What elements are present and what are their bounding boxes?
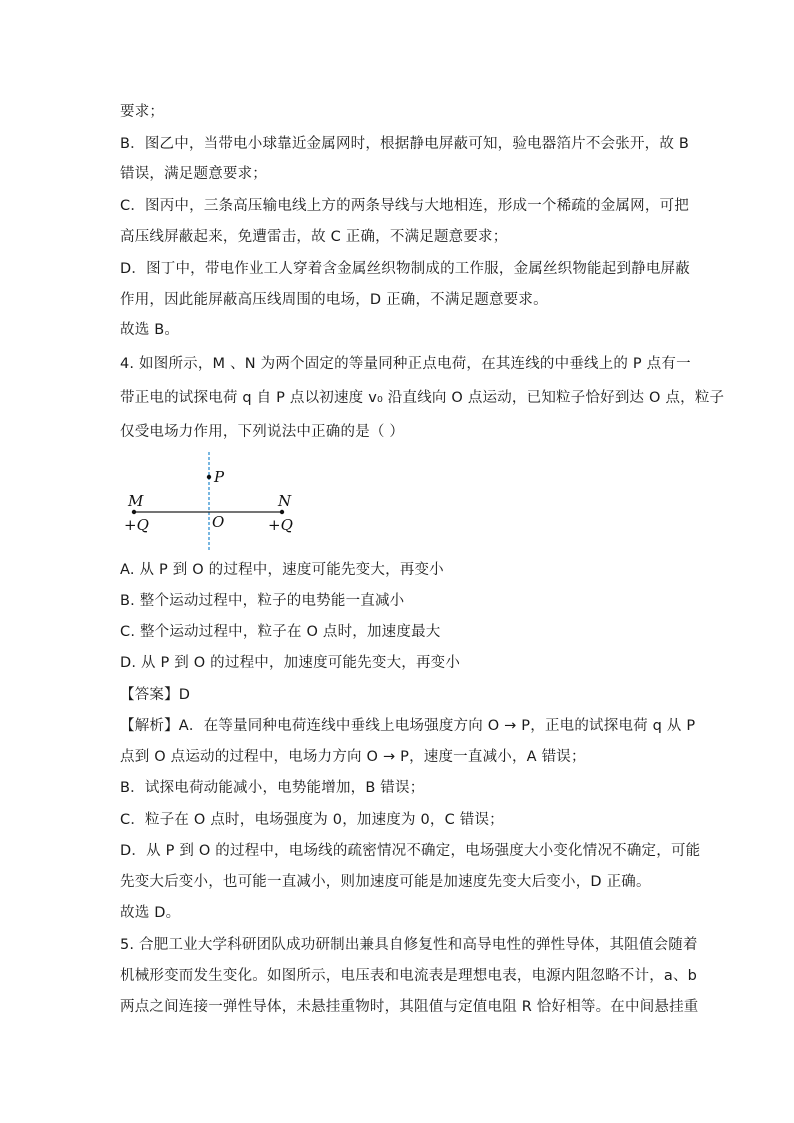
option-d: D. 从 P 到 O 的过程中，加速度可能先变大，再变小 <box>120 655 461 671</box>
text-line: 作用，因此能屏蔽高压线周围的电场，D 正确，不满足题意要求。 <box>120 292 548 308</box>
charge-diagram <box>118 446 318 558</box>
option-a: A. 从 P 到 O 的过程中，速度可能先变大，再变小 <box>120 562 444 578</box>
question-4-stem: 带正电的试探电荷 q 自 P 点以初速度 v₀ 沿直线向 O 点运动，已知粒子恰好到达 O 点，粒子 <box>120 390 725 406</box>
text-line: 高压线屏蔽起来，免遭雷击，故 C 正确，不满足题意要求； <box>120 229 508 245</box>
analysis-line: 点到 O 点运动的过程中，电场力方向 O → P，速度一直减小，A 错误； <box>120 749 586 765</box>
text-line: B．图乙中，当带电小球靠近金属网时，根据静电屏蔽可知，验电器箔片不会张开，故 B <box>120 136 690 152</box>
question-5-stem: 5. 合肥工业大学科研团队成功研制出兼具自修复性和高导电性的弹性导体，其阻值会随着 <box>120 937 698 953</box>
text-line: 要求； <box>120 104 165 120</box>
question-4-stem: 4. 如图所示，M 、N 为两个固定的等量同种正点电荷，在其连线的中垂线上的 P 点有一 <box>120 356 691 372</box>
option-b: B. 整个运动过程中，粒子的电势能一直减小 <box>120 593 405 609</box>
charge-m-dot <box>132 510 136 514</box>
text-line: C．图丙中，三条高压输电线上方的两条导线与大地相连，形成一个稀疏的金属网，可把 <box>120 198 689 214</box>
point-p-dot <box>207 475 211 479</box>
analysis-line: D．从 P 到 O 的过程中，电场线的疏密情况不确定，电场强度大小变化情况不确定，可能 <box>120 843 701 859</box>
question-5-stem: 两点之间连接一弹性导体，未悬挂重物时，其阻值与定值电阻 R 恰好相等。在中间悬挂重 <box>120 999 699 1015</box>
label-p: P <box>214 468 225 486</box>
question-4-stem: 仅受电场力作用，下列说法中正确的是（ ） <box>120 424 405 440</box>
analysis-line: 先变大后变小，也可能一直减小，则加速度可能是加速度先变大后变小，D 正确。 <box>120 874 651 890</box>
question-5-stem: 机械形变而发生变化。如图所示，电压表和电流表是理想电表，电源内阻忽略不计，a、b <box>120 968 698 984</box>
label-m: M <box>128 492 144 510</box>
text-line: D．图丁中，带电作业工人穿着含金属丝织物制成的工作服，金属丝织物能起到静电屏蔽 <box>120 261 690 277</box>
charge-n-dot <box>280 510 284 514</box>
analysis-line: 【解析】A．在等量同种电荷连线中垂线上电场强度方向 O → P，正电的试探电荷 q 从 P <box>120 718 696 734</box>
text-line: 错误，满足题意要求； <box>120 166 267 182</box>
text-line: 故选 B。 <box>120 322 180 338</box>
analysis-line: 故选 D。 <box>120 905 181 921</box>
option-c: C. 整个运动过程中，粒子在 O 点时，加速度最大 <box>120 624 441 640</box>
label-charge-right: +Q <box>268 516 293 534</box>
label-o: O <box>212 513 225 531</box>
answer-line: 【答案】D <box>120 687 191 703</box>
label-charge-left: +Q <box>124 516 149 534</box>
analysis-line: B．试探电荷动能减小，电势能增加，B 错误； <box>120 780 425 796</box>
analysis-line: C．粒子在 O 点时，电场强度为 0，加速度为 0，C 错误； <box>120 812 504 828</box>
label-n: N <box>278 492 292 510</box>
